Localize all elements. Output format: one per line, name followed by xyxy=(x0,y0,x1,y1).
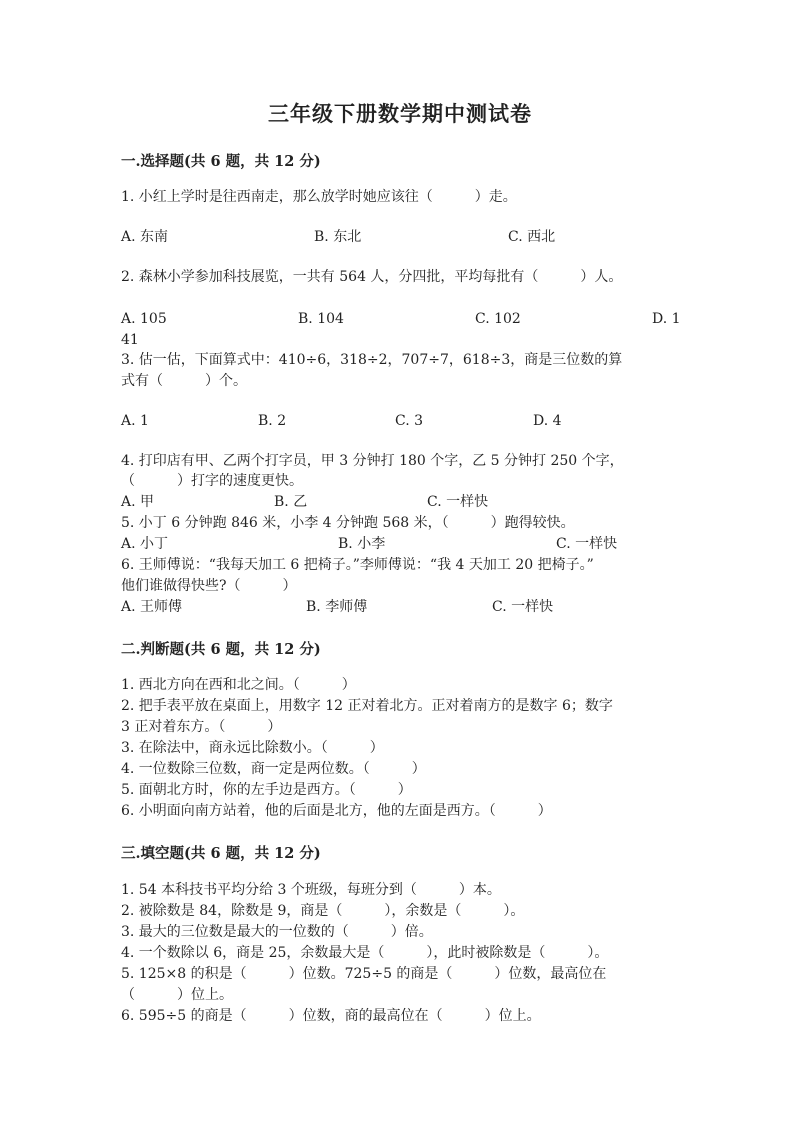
fill-item-1: 1. 54 本科技书平均分给 3 个班级，每班分到（ ）本。 xyxy=(121,882,501,898)
judge-item-1: 1. 西北方向在西和北之间。（ ） xyxy=(121,677,356,693)
q2-option-d-wrap: 41 xyxy=(121,332,139,348)
question-2: 2. 森林小学参加科技展览，一共有 564 人，分四批，平均每批有（ ）人。 xyxy=(121,269,623,285)
question-3-line-2: 式有（ ）个。 xyxy=(121,373,247,389)
judge-item-4: 4. 一位数除三位数，商一定是两位数。（ ） xyxy=(121,761,426,777)
question-5: 5. 小丁 6 分钟跑 846 米，小李 4 分钟跑 568 米，（ ）跑得较快。 xyxy=(121,515,575,531)
q1-option-b: B. 东北 xyxy=(314,229,362,245)
judge-item-5: 5. 面朝北方时，你的左手边是西方。（ ） xyxy=(121,782,412,798)
section-heading-judge: 二.判断题(共 6 题，共 12 分) xyxy=(121,641,321,658)
q1-option-c: C. 西北 xyxy=(508,229,556,245)
q2-option-a: A. 105 xyxy=(121,311,167,327)
q1-option-a: A. 东南 xyxy=(121,229,169,245)
q6-option-c: C. 一样快 xyxy=(492,599,554,615)
q5-option-c: C. 一样快 xyxy=(556,536,618,552)
q3-option-b: B. 2 xyxy=(258,413,287,429)
fill-item-6: 6. 595÷5 的商是（ ）位数，商的最高位在（ ）位上。 xyxy=(121,1008,541,1024)
q3-option-d: D. 4 xyxy=(533,413,562,429)
q3-option-c: C. 3 xyxy=(395,413,424,429)
fill-item-2: 2. 被除数是 84，除数是 9，商是（ ），余数是（ ）。 xyxy=(121,903,525,919)
question-4-line-1: 4. 打印店有甲、乙两个打字员，甲 3 分钟打 180 个字，乙 5 分钟打 250 个字， xyxy=(121,453,624,469)
section-heading-fill: 三.填空题(共 6 题，共 12 分) xyxy=(121,845,321,862)
question-6-line-2: 他们谁做得快些?（ ） xyxy=(121,578,297,594)
q4-option-c: C. 一样快 xyxy=(427,494,489,510)
question-1: 1. 小红上学时是往西南走，那么放学时她应该往（ ）走。 xyxy=(121,189,517,205)
q3-option-a: A. 1 xyxy=(121,413,149,429)
page-title: 三年级下册数学期中测试卷 xyxy=(268,101,532,126)
q2-option-d: D. 1 xyxy=(652,311,681,327)
question-6-line-1: 6. 王师傅说：“我每天加工 6 把椅子。”李师傅说：“我 4 天加工 20 把椅子。” xyxy=(121,557,594,573)
fill-item-5-cont: （ ）位上。 xyxy=(121,987,233,1003)
judge-item-3: 3. 在除法中，商永远比除数小。（ ） xyxy=(121,740,384,756)
q6-option-a: A. 王师傅 xyxy=(121,599,183,615)
q5-option-a: A. 小丁 xyxy=(121,536,169,552)
q6-option-b: B. 李师傅 xyxy=(306,599,368,615)
judge-item-2: 2. 把手表平放在桌面上，用数字 12 正对着北方。正对着南方的是数字 6；数字 xyxy=(121,698,613,714)
question-4-line-2: （ ）打字的速度更快。 xyxy=(121,473,303,489)
fill-item-3: 3. 最大的三位数是最大的一位数的（ ）倍。 xyxy=(121,924,433,940)
section-heading-choice: 一.选择题(共 6 题，共 12 分) xyxy=(121,153,321,170)
q2-option-b: B. 104 xyxy=(298,311,344,327)
judge-item-2-cont: 3 正对着东方。（ ） xyxy=(121,719,282,735)
q2-option-c: C. 102 xyxy=(475,311,521,327)
q4-option-b: B. 乙 xyxy=(274,494,308,510)
q4-option-a: A. 甲 xyxy=(121,494,155,510)
judge-item-6: 6. 小明面向南方站着，他的后面是北方，他的左面是西方。（ ） xyxy=(121,803,552,819)
fill-item-4: 4. 一个数除以 6，商是 25，余数最大是（ ），此时被除数是（ ）。 xyxy=(121,945,609,961)
question-3-line-1: 3. 估一估，下面算式中：410÷6，318÷2，707÷7，618÷3，商是三位数的算 xyxy=(121,352,623,368)
q5-option-b: B. 小李 xyxy=(338,536,386,552)
fill-item-5: 5. 125×8 的积是（ ）位数。725÷5 的商是（ ）位数，最高位在 xyxy=(121,966,607,982)
